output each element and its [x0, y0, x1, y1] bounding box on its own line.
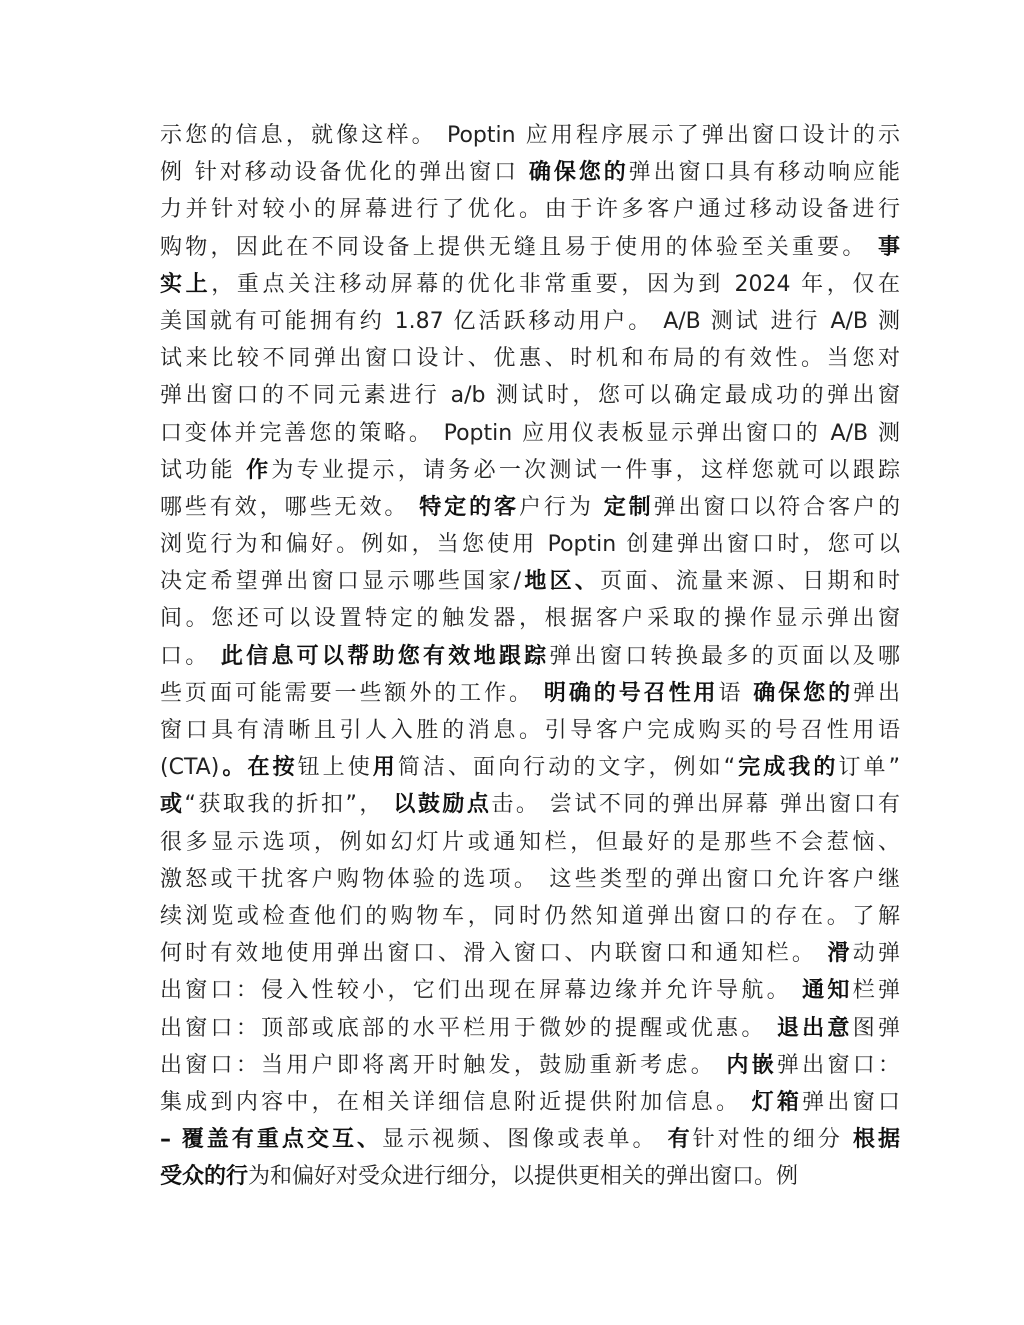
text-run: 弹出窗口: [802, 1089, 900, 1115]
bold-text-run: 以鼓励点: [393, 792, 492, 818]
text-line: [160, 1158, 900, 1195]
bold-text-run: 确保您的: [528, 160, 629, 186]
text-line: [160, 600, 900, 637]
text-run: 页面、流量来源、日期和时: [600, 569, 900, 595]
text-line: [160, 935, 900, 972]
text-run: 简洁、面向行动的文字，例如“: [397, 755, 736, 781]
text-run: 试功能: [160, 457, 247, 483]
bold-text-run: 。在按: [219, 755, 298, 781]
bold-text-run: 用: [372, 755, 398, 781]
text-line: [160, 154, 900, 191]
text-line: [160, 712, 900, 749]
bold-text-run: 根据: [852, 1127, 900, 1153]
text-line: [160, 266, 900, 303]
text-run: ，重点关注移动屏幕的优化非常重要，因为到 2024 年，仅在: [211, 271, 900, 297]
text-run: 弹出窗口：: [776, 1052, 900, 1078]
text-run: 为和偏好对受众进行细分，以提供更相关的弹出窗口。例: [248, 1164, 799, 1190]
text-run: 显示视频、图像或表单。: [382, 1127, 668, 1153]
text-run: 击。 尝试不同的弹出屏幕 弹出窗口有: [491, 792, 900, 818]
text-line: [160, 1047, 900, 1084]
bold-text-run: 此信息可以帮助您有效地跟踪: [220, 643, 550, 669]
text-run: 弹出: [853, 680, 900, 706]
text-run: 弹出窗口的不同元素进行 a/b 测试时，您可以确定最成功的弹出窗: [160, 383, 900, 409]
text-line: [160, 675, 900, 712]
text-run: 试来比较不同弹出窗口设计、优惠、时机和布局的有效性。当您对: [160, 346, 900, 372]
text-run: 订单”: [838, 755, 900, 781]
text-line: [160, 1084, 900, 1121]
text-run: 口变体并完善您的策略。 Poptin 应用仪表板显示弹出窗口的 A/B 测: [160, 420, 900, 446]
text-run: 语: [718, 680, 754, 706]
document-body: [160, 117, 900, 1195]
bold-text-run: 有: [667, 1127, 693, 1153]
bold-text-run: 事: [877, 234, 900, 260]
text-run: 何时有效地使用弹出窗口、滑入窗口、内联窗口和通知栏。: [160, 941, 828, 967]
text-run: 决定希望弹出窗口显示哪些国家/: [160, 569, 522, 595]
text-run: (CTA): [160, 755, 220, 781]
bold-text-run: 定制: [603, 494, 654, 520]
text-run: 购物，因此在不同设备上提供无缝且易于使用的体验至关重要。: [160, 234, 878, 260]
text-run: 针对性的细分: [692, 1127, 853, 1153]
bold-text-run: 完成我的: [735, 755, 839, 781]
text-run: 图弹: [852, 1015, 900, 1041]
text-line: [160, 415, 900, 452]
text-line: [160, 340, 900, 377]
text-run: 出窗口：侵入性较小，它们出现在屏幕边缘并允许导航。: [160, 978, 803, 1004]
text-run: 钮上使: [297, 755, 373, 781]
text-run: 些页面可能需要一些额外的工作。: [160, 680, 544, 706]
text-line: [160, 117, 900, 154]
bold-text-run: 确保您的: [753, 680, 854, 706]
text-run: 为专业提示，请务必一次测试一件事，这样您就可以跟踪: [271, 457, 900, 483]
text-run: 很多显示选项，例如幻灯片或通知栏，但最好的是那些不会惹恼、: [160, 829, 900, 855]
text-run: 栏弹: [852, 978, 900, 1004]
text-run: 浏览行为和偏好。例如，当您使用 Poptin 创建弹出窗口时，您可以: [160, 532, 900, 558]
text-line: [160, 749, 900, 786]
text-line: [160, 1010, 900, 1047]
text-run: “获取我的折扣”，: [184, 792, 394, 818]
text-line: [160, 638, 900, 675]
text-run: 弹出窗口以符合客户的: [653, 494, 900, 520]
bold-text-run: – 覆盖有重点交互、: [160, 1127, 383, 1153]
text-line: [160, 972, 900, 1009]
text-run: 续浏览或检查他们的购物车，同时仍然知道弹出窗口的存在。了解: [160, 903, 900, 929]
bold-text-run: 实上: [160, 271, 212, 297]
text-line: [160, 489, 900, 526]
text-line: [160, 229, 900, 266]
bold-text-run: 滑: [827, 941, 853, 967]
bold-text-run: 受众的行: [160, 1164, 249, 1190]
text-run: 力并针对较小的屏幕进行了优化。由于许多客户通过移动设备进行: [160, 197, 900, 223]
text-run: 弹出窗口转换最多的页面以及哪: [549, 643, 900, 669]
text-line: [160, 824, 900, 861]
text-run: 例 针对移动设备优化的弹出窗口: [160, 160, 529, 186]
text-line: [160, 303, 900, 340]
bold-text-run: 地区、: [521, 569, 601, 595]
text-run: 口。: [160, 643, 221, 669]
text-run: 激怒或干扰客户购物体验的选项。 这些类型的弹出窗口允许客户继: [160, 866, 900, 892]
bold-text-run: 特定的客: [419, 494, 519, 520]
text-run: 出窗口：顶部或底部的水平栏用于微妙的提醒或优惠。: [160, 1015, 777, 1041]
bold-text-run: 通知: [802, 978, 853, 1004]
text-run: 示您的信息，就像这样。 Poptin 应用程序展示了弹出窗口设计的示: [160, 123, 900, 148]
text-line: [160, 563, 900, 600]
text-line: [160, 786, 900, 823]
bold-text-run: 明确的号召性用: [543, 680, 719, 706]
text-line: [160, 526, 900, 563]
text-line: [160, 861, 900, 898]
text-line: [160, 191, 900, 228]
text-run: 窗口具有清晰且引人入胜的消息。引导客户完成购买的号召性用语: [160, 718, 900, 743]
text-line: [160, 377, 900, 414]
text-run: 户行为: [518, 494, 604, 520]
text-run: 动弹: [852, 941, 900, 967]
bold-text-run: 退出意: [776, 1015, 853, 1041]
text-run: 间。您还可以设置特定的触发器，根据客户采取的操作显示弹出窗: [160, 606, 900, 632]
text-run: 集成到内容中，在相关详细信息附近提供附加信息。: [160, 1089, 752, 1115]
text-run: 出窗口：当用户即将离开时触发，鼓励重新考虑。: [160, 1052, 727, 1078]
text-line: [160, 452, 900, 489]
bold-text-run: 灯箱: [751, 1089, 803, 1115]
text-run: 哪些有效，哪些无效。: [160, 494, 420, 520]
bold-text-run: 内嵌: [726, 1052, 777, 1078]
text-run: 美国就有可能拥有约 1.87 亿活跃移动用户。 A/B 测试 进行 A/B 测: [160, 308, 900, 334]
text-line: [160, 1121, 900, 1158]
text-run: 弹出窗口具有移动响应能: [628, 160, 900, 186]
bold-text-run: 作: [246, 457, 272, 483]
bold-text-run: 或: [160, 792, 185, 818]
text-line: [160, 898, 900, 935]
